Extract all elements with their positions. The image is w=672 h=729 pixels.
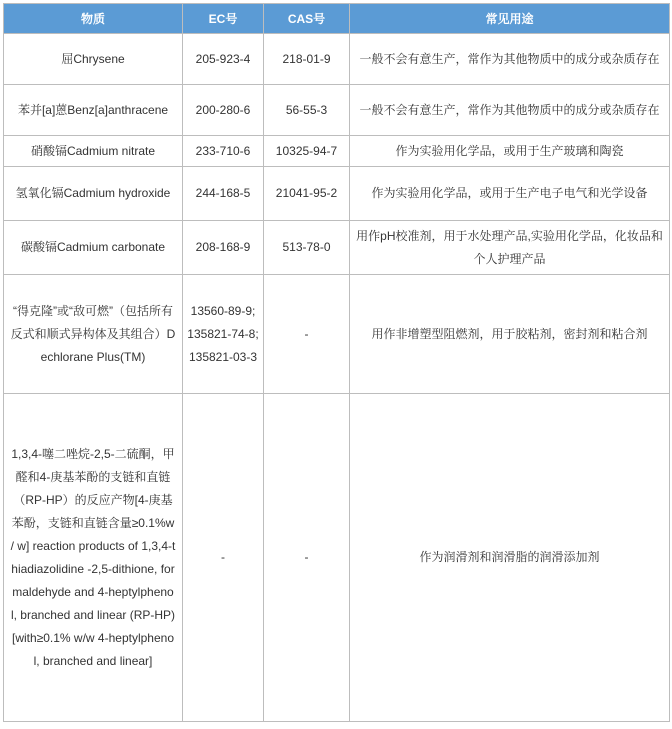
cell-substance: “得克隆”或“敌可燃”（包括所有反式和顺式异构体及其组合）Dechlorane Plus(TM)	[4, 275, 183, 394]
cell-cas: 21041-95-2	[264, 167, 350, 221]
cell-use: 一般不会有意生产，常作为其他物质中的成分或杂质存在	[350, 34, 670, 85]
cell-cas: 218-01-9	[264, 34, 350, 85]
cell-substance: 硝酸镉Cadmium nitrate	[4, 136, 183, 167]
header-cas: CAS号	[264, 4, 350, 34]
cell-use: 一般不会有意生产，常作为其他物质中的成分或杂质存在	[350, 85, 670, 136]
cell-cas: -	[264, 394, 350, 722]
cell-substance: 苯并[a]蒽Benz[a]anthracene	[4, 85, 183, 136]
cell-use: 用作非增塑型阻燃剂，用于胶粘剂，密封剂和粘合剂	[350, 275, 670, 394]
cell-cas: 513-78-0	[264, 221, 350, 275]
header-substance: 物质	[4, 4, 183, 34]
cell-use: 作为润滑剂和润滑脂的润滑添加剂	[350, 394, 670, 722]
cell-cas: -	[264, 275, 350, 394]
substance-table	[3, 3, 670, 722]
table-row	[4, 221, 670, 275]
cell-ec: 205-923-4	[183, 34, 264, 85]
cell-cas: 10325-94-7	[264, 136, 350, 167]
header-use: 常见用途	[350, 4, 670, 34]
table-row	[4, 275, 670, 394]
table-row	[4, 167, 670, 221]
cell-use: 作为实验用化学品，或用于生产玻璃和陶瓷	[350, 136, 670, 167]
cell-use: 作为实验用化学品，或用于生产电子电气和光学设备	[350, 167, 670, 221]
cell-substance: 碳酸镉Cadmium carbonate	[4, 221, 183, 275]
table-row	[4, 34, 670, 85]
cell-ec: 244-168-5	[183, 167, 264, 221]
cell-cas: 56-55-3	[264, 85, 350, 136]
cell-substance: 氢氧化镉Cadmium hydroxide	[4, 167, 183, 221]
table-row	[4, 394, 670, 722]
cell-ec: 200-280-6	[183, 85, 264, 136]
table-row	[4, 136, 670, 167]
cell-ec: 13560-89-9; 135821-74-8; 135821-03-3	[183, 275, 264, 394]
header-row	[4, 4, 670, 34]
cell-substance: 1,3,4-噻二唑烷-2,5-二硫酮，甲醛和4-庚基苯酚的支链和直链（RP-HP）的反应产物[4-庚基苯酚，支链和直链含量≥0.1%w / w] reaction products of 1,3,4-thiadiazolidine -2,5-dithione, formaldehyde and 4-heptylphenol, branched and linear (RP-HP) [with≥0.1% w/w 4-heptylphenol, branched and linear]	[4, 394, 183, 722]
cell-use: 用作pH校准剂，用于水处理产品,实验用化学品，化妆品和个人护理产品	[350, 221, 670, 275]
table-row	[4, 85, 670, 136]
cell-ec: -	[183, 394, 264, 722]
cell-ec: 233-710-6	[183, 136, 264, 167]
cell-substance: 屈Chrysene	[4, 34, 183, 85]
cell-ec: 208-168-9	[183, 221, 264, 275]
header-ec: EC号	[183, 4, 264, 34]
